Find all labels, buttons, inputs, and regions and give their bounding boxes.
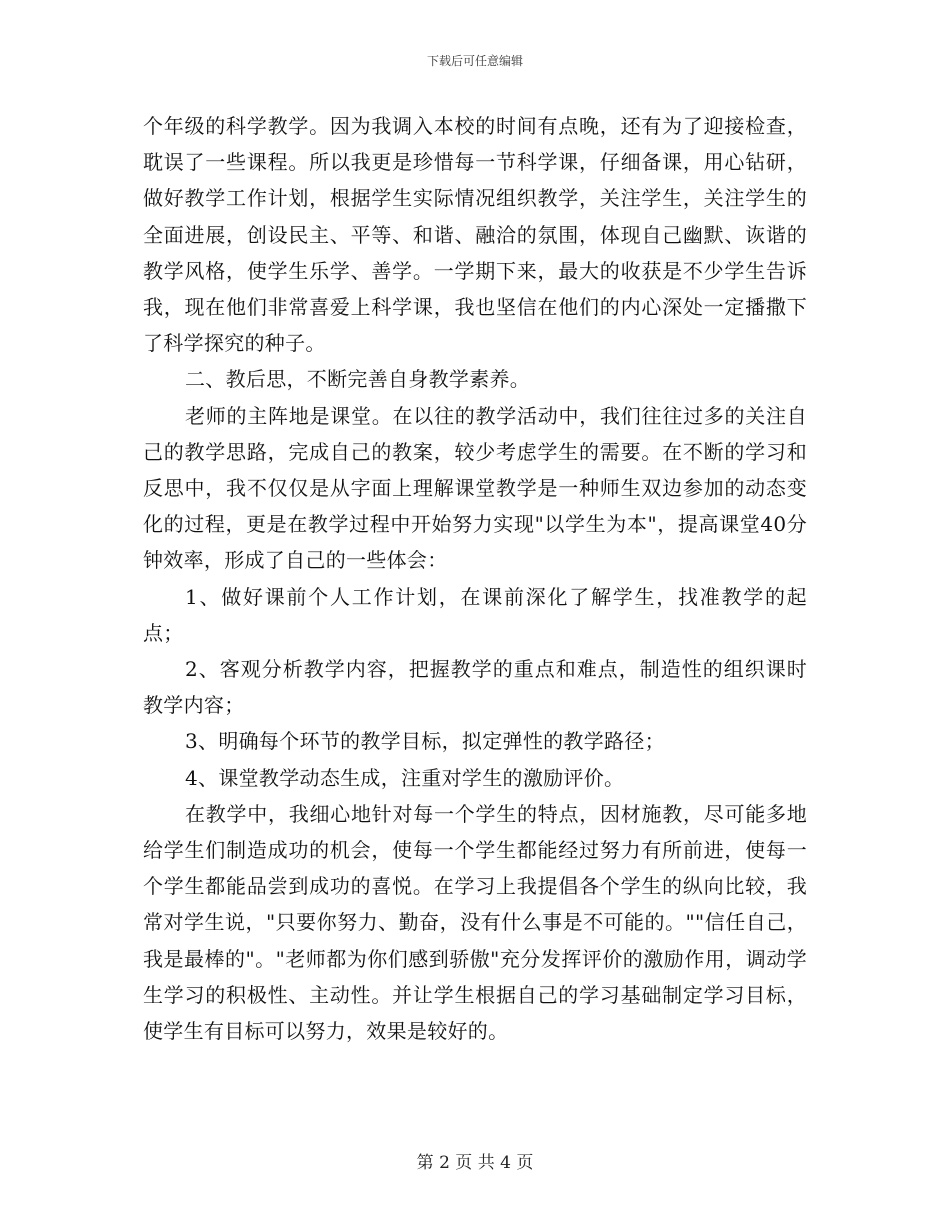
page-number: 第 2 页 共 4 页 <box>416 1153 534 1173</box>
document-body <box>143 108 807 1049</box>
list-item: 3、明确每个环节的教学目标，拟定弹性的教学路径； <box>185 729 665 754</box>
paragraph: 老师的主阵地是课堂。在以往的教学活动中，我们往往过多的关注自己的教学思路，完成自己的教案，较少考虑学生的需要。在不断的学习和反思中，我不仅仅是从字面上理解课堂教学是一种师生双边参加的动态变化的过程，更是在教学过程中开始努力实现"以学生为本"，提高课堂40分钟效率，形成了自己的一些体会： <box>143 403 807 573</box>
page-header: 下载后可任意编辑 <box>426 54 523 68</box>
list-item: 1、做好课前个人工作计划，在课前深化了解学生，找准教学的起点； <box>143 584 807 645</box>
list-item: 4、课堂教学动态生成，注重对学生的激励评价。 <box>185 765 625 790</box>
list-item: 2、客观分析教学内容，把握教学的重点和难点，制造性的组织课时教学内容； <box>143 657 807 718</box>
paragraph: 在教学中，我细心地针对每一个学生的特点，因材施教，尽可能多地给学生们制造成功的机会，使每一个学生都能经过努力有所前进，使每一个学生都能品尝到成功的喜悦。在学习上我提倡各个学生的纵向比较，我常对学生说，"只要你努力、勤奋，没有什么事是不可能的。""信任自己，我是最棒的"。"老师都为你们感到骄傲"充分发挥评价的激励作用，调动学生学习的积极性、主动性。并让学生根据自己的学习基础制定学习目标，使学生有目标可以努力，效果是较好的。 <box>143 801 807 1044</box>
paragraph-continuation: 个年级的科学教学。因为我调入本校的时间有点晚，还有为了迎接检查，耽误了一些课程。所以我更是珍惜每一节科学课，仔细备课，用心钻研，做好教学工作计划，根据学生实际情况组织教学，关注学生，关注学生的全面进展，创设民主、平等、和谐、融洽的氛围，体现自己幽默、诙谐的教学风格，使学生乐学、善学。一学期下来，最大的收获是不少学生告诉我，现在他们非常喜爱上科学课，我也坚信在他们的内心深处一定播撒下了科学探究的种子。 <box>143 114 807 356</box>
section-heading: 二、教后思，不断完善自身教学素养。 <box>185 367 531 392</box>
